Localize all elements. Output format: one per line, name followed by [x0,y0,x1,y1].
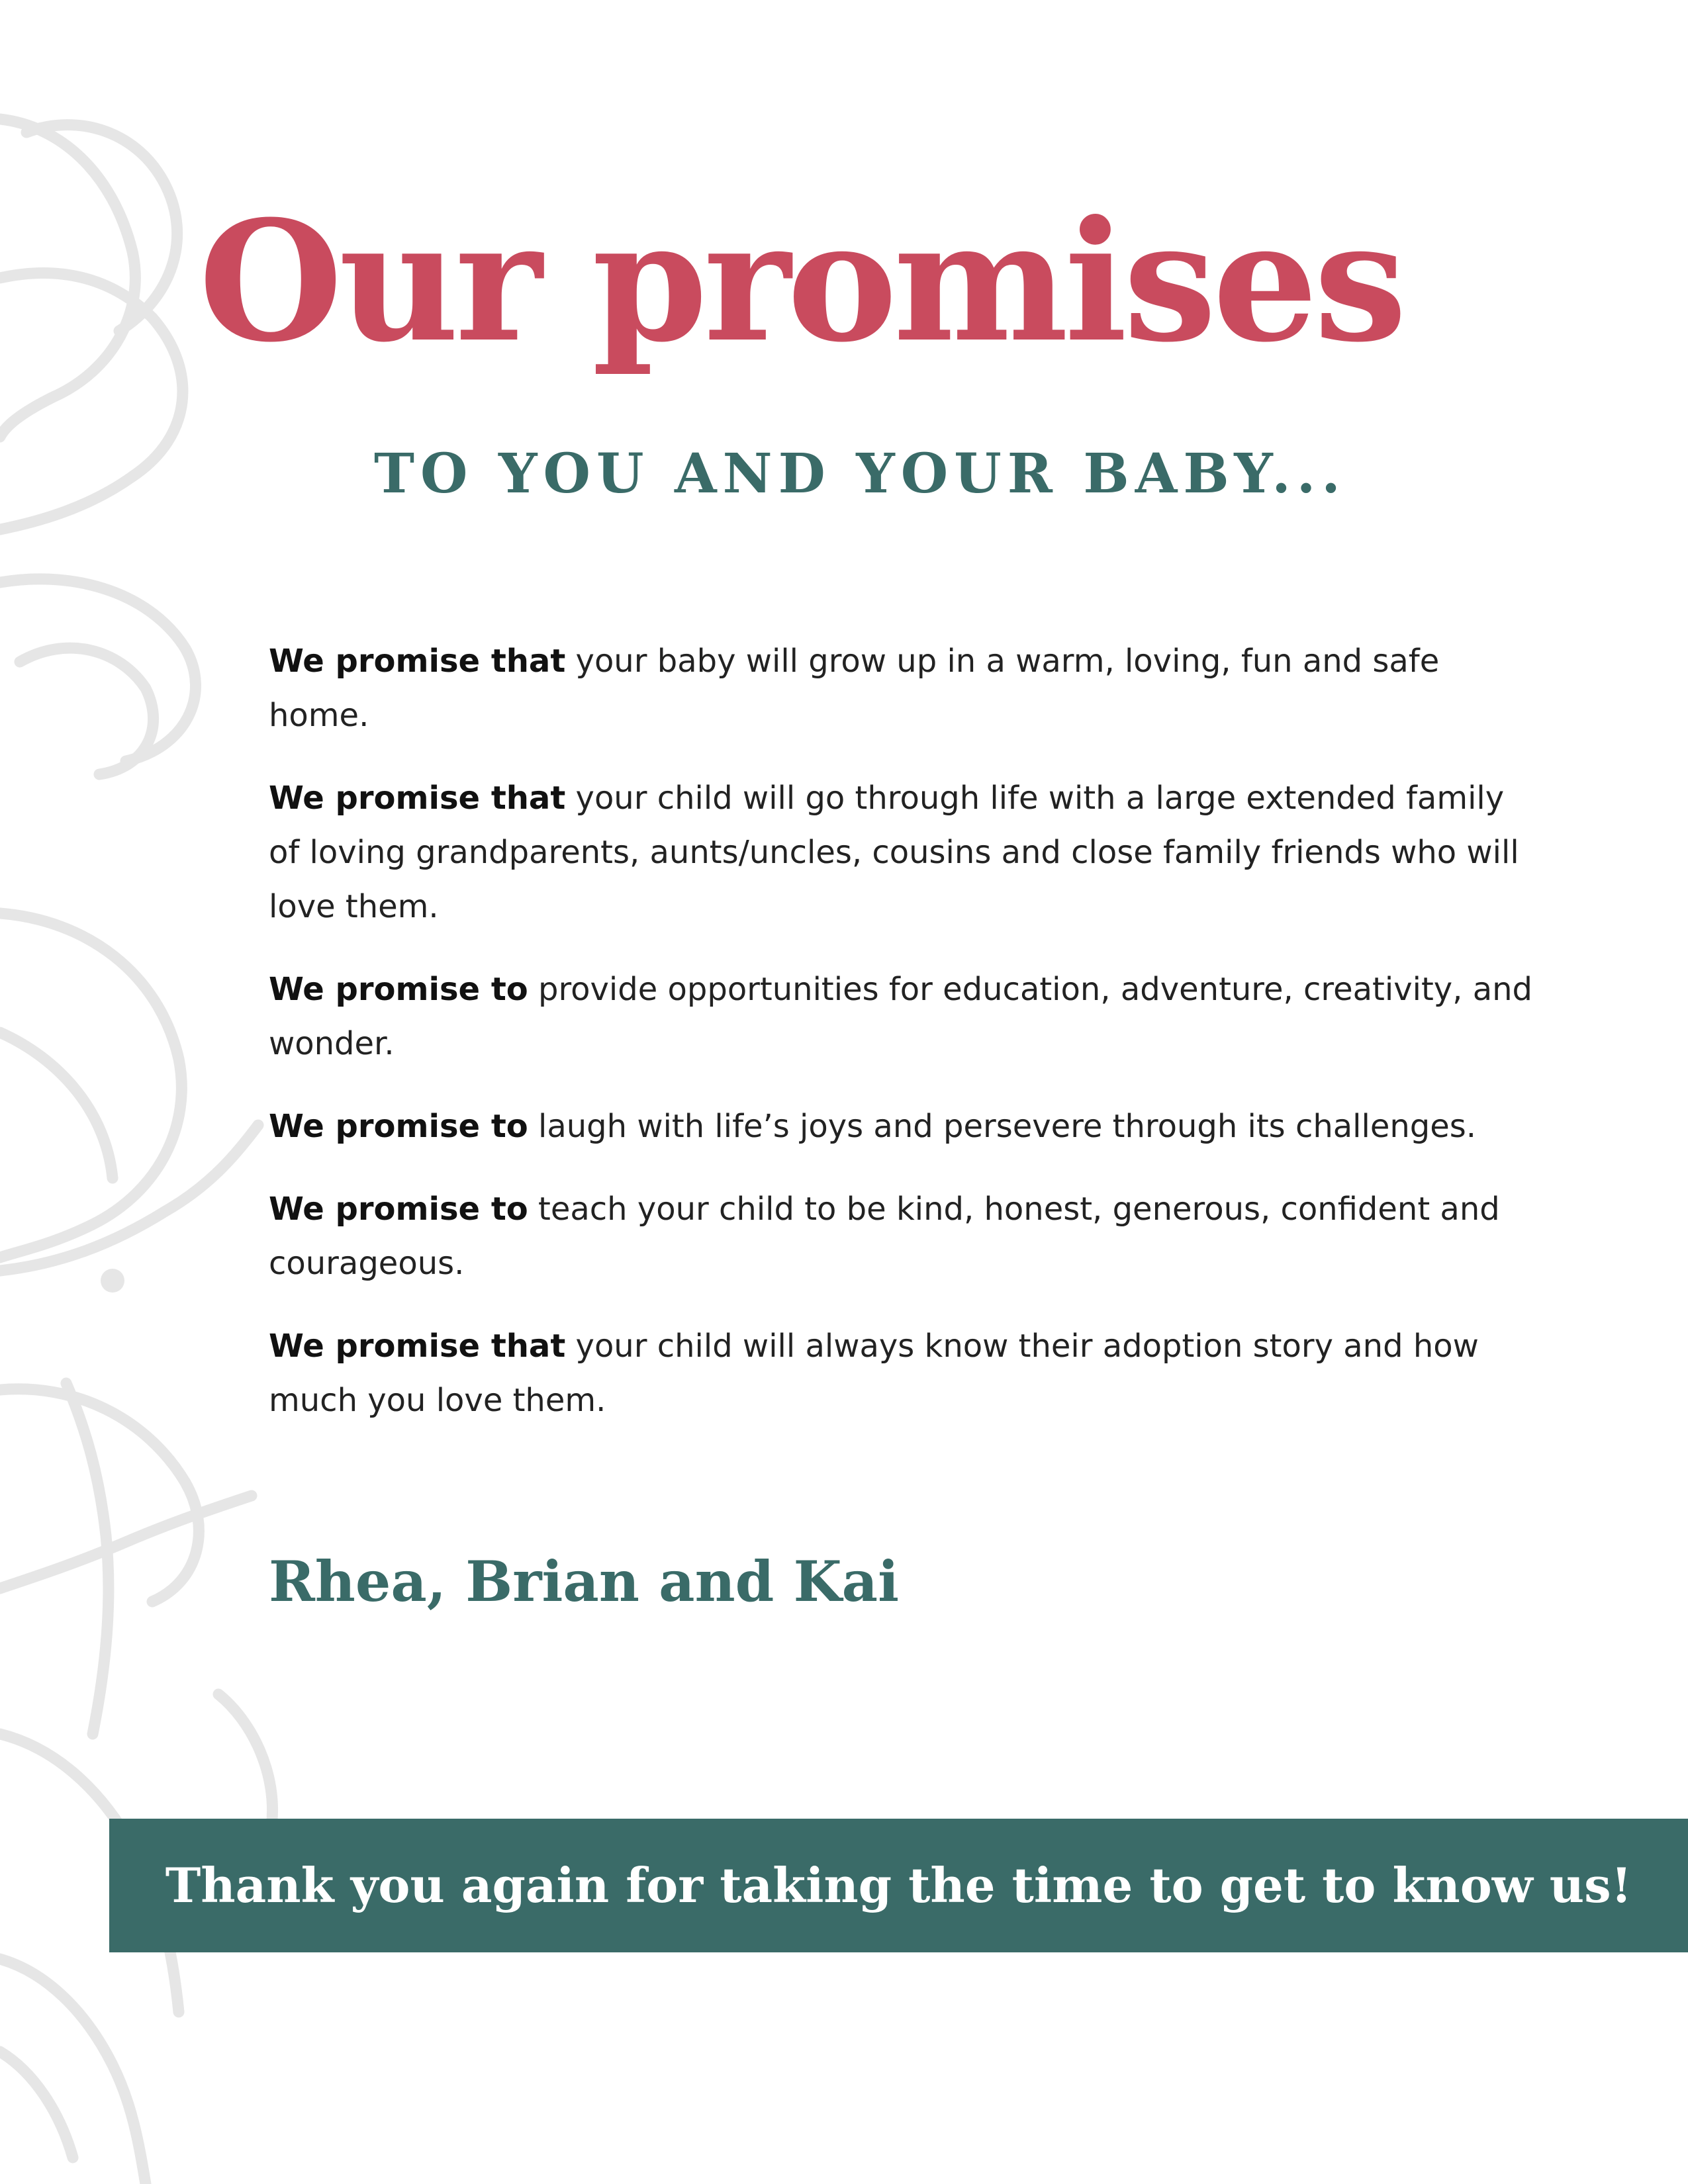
promise-item [269,1182,1540,1291]
promise-list [269,634,1540,1456]
promise-lead: We promise to [269,971,528,1008]
promise-item [269,771,1540,934]
family-signature: Rhea, Brian and Kai [269,1549,899,1614]
thank-you-text: Thank you again for taking the time to get to know us! [165,1857,1632,1913]
promise-text: teach your child to be kind, honest, generous, confident and courageous. [269,1191,1500,1282]
promise-text: your baby will grow up in a warm, loving, fun and safe home. [269,643,1440,734]
promise-item [269,1099,1540,1154]
thank-you-banner [109,1819,1688,1952]
promise-lead: We promise that [269,1328,566,1365]
promise-lead: We promise to [269,1108,528,1145]
page-subtitle: TO YOU AND YOUR BABY... [374,442,1346,506]
promise-lead: We promise that [269,780,566,817]
promise-item [269,962,1540,1071]
page-title: Our promises [199,184,1403,379]
promise-text: your child will always know their adoption story and how much you love them. [269,1328,1479,1419]
promise-lead: We promise to [269,1191,528,1228]
promise-item [269,1319,1540,1428]
promise-item [269,634,1540,743]
promise-lead: We promise that [269,643,566,680]
promise-text: laugh with life’s joys and persevere through its challenges. [538,1108,1477,1145]
promise-text: your child will go through life with a large extended family of loving grandparents, aunts/uncles, cousins and close family friends who will love them. [269,780,1519,925]
promise-text: provide opportunities for education, adventure, creativity, and wonder. [269,971,1532,1062]
